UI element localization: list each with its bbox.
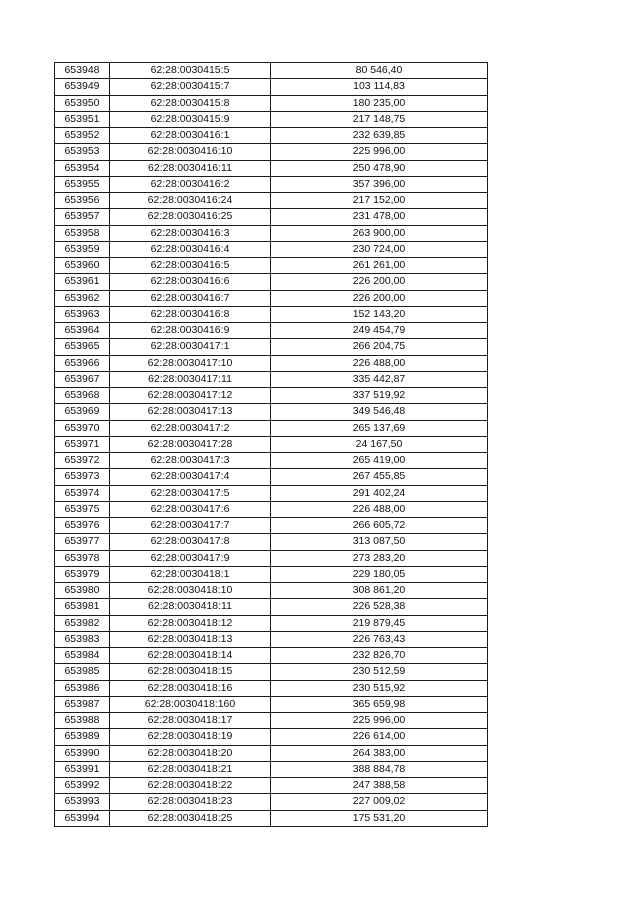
table-row (55, 95, 488, 111)
value-cell: 217 152,00 (271, 193, 488, 209)
table-row (55, 648, 488, 664)
value-cell: 226 200,00 (271, 274, 488, 290)
cadastral-number-cell: 62:28:0030417:2 (110, 420, 271, 436)
data-table (54, 62, 488, 827)
cadastral-number-cell: 62:28:0030416:1 (110, 128, 271, 144)
cadastral-number-cell: 62:28:0030418:19 (110, 729, 271, 745)
row-number-cell: 653971 (55, 436, 110, 452)
cadastral-number-cell: 62:28:0030418:20 (110, 745, 271, 761)
cadastral-number-cell: 62:28:0030417:4 (110, 469, 271, 485)
cadastral-number-cell: 62:28:0030418:22 (110, 778, 271, 794)
value-cell: 250 478,90 (271, 160, 488, 176)
row-number-cell: 653963 (55, 306, 110, 322)
value-cell: 231 478,00 (271, 209, 488, 225)
value-cell: 232 826,70 (271, 648, 488, 664)
cadastral-number-cell: 62:28:0030415:9 (110, 111, 271, 127)
cadastral-number-cell: 62:28:0030416:8 (110, 306, 271, 322)
table-row (55, 778, 488, 794)
cadastral-number-cell: 62:28:0030416:24 (110, 193, 271, 209)
cadastral-number-cell: 62:28:0030416:11 (110, 160, 271, 176)
value-cell: 266 204,75 (271, 339, 488, 355)
cadastral-number-cell: 62:28:0030417:8 (110, 534, 271, 550)
value-cell: 264 383,00 (271, 745, 488, 761)
value-cell: 313 087,50 (271, 534, 488, 550)
row-number-cell: 653958 (55, 225, 110, 241)
table-row (55, 371, 488, 387)
row-number-cell: 653961 (55, 274, 110, 290)
row-number-cell: 653988 (55, 713, 110, 729)
table-row (55, 810, 488, 826)
value-cell: 263 900,00 (271, 225, 488, 241)
cadastral-number-cell: 62:28:0030417:9 (110, 550, 271, 566)
row-number-cell: 653975 (55, 501, 110, 517)
table-row (55, 696, 488, 712)
cadastral-number-cell: 62:28:0030416:6 (110, 274, 271, 290)
row-number-cell: 653984 (55, 648, 110, 664)
row-number-cell: 653957 (55, 209, 110, 225)
row-number-cell: 653970 (55, 420, 110, 436)
table-row (55, 436, 488, 452)
value-cell: 227 009,02 (271, 794, 488, 810)
row-number-cell: 653985 (55, 664, 110, 680)
table-row (55, 193, 488, 209)
row-number-cell: 653977 (55, 534, 110, 550)
table-row (55, 485, 488, 501)
row-number-cell: 653993 (55, 794, 110, 810)
table-row (55, 713, 488, 729)
table-row (55, 631, 488, 647)
row-number-cell: 653956 (55, 193, 110, 209)
cadastral-number-cell: 62:28:0030417:6 (110, 501, 271, 517)
value-cell: 217 148,75 (271, 111, 488, 127)
value-cell: 247 388,58 (271, 778, 488, 794)
table-row (55, 241, 488, 257)
row-number-cell: 653950 (55, 95, 110, 111)
table-row (55, 388, 488, 404)
table-row (55, 176, 488, 192)
row-number-cell: 653992 (55, 778, 110, 794)
row-number-cell: 653960 (55, 258, 110, 274)
table-row (55, 453, 488, 469)
value-cell: 226 488,00 (271, 355, 488, 371)
value-cell: 265 137,69 (271, 420, 488, 436)
row-number-cell: 653989 (55, 729, 110, 745)
row-number-cell: 653973 (55, 469, 110, 485)
table-row (55, 404, 488, 420)
table-row (55, 323, 488, 339)
row-number-cell: 653966 (55, 355, 110, 371)
row-number-cell: 653987 (55, 696, 110, 712)
row-number-cell: 653969 (55, 404, 110, 420)
table-row (55, 306, 488, 322)
cadastral-number-cell: 62:28:0030418:12 (110, 615, 271, 631)
value-cell: 229 180,05 (271, 566, 488, 582)
table-row (55, 534, 488, 550)
row-number-cell: 653986 (55, 680, 110, 696)
table-row (55, 144, 488, 160)
value-cell: 219 879,45 (271, 615, 488, 631)
cadastral-number-cell: 62:28:0030416:10 (110, 144, 271, 160)
row-number-cell: 653974 (55, 485, 110, 501)
cadastral-number-cell: 62:28:0030416:4 (110, 241, 271, 257)
table-row (55, 469, 488, 485)
value-cell: 337 519,92 (271, 388, 488, 404)
row-number-cell: 653983 (55, 631, 110, 647)
table-body (55, 63, 488, 827)
value-cell: 249 454,79 (271, 323, 488, 339)
cadastral-number-cell: 62:28:0030415:7 (110, 79, 271, 95)
cadastral-number-cell: 62:28:0030417:11 (110, 371, 271, 387)
value-cell: 265 419,00 (271, 453, 488, 469)
table-row (55, 583, 488, 599)
table-row (55, 729, 488, 745)
row-number-cell: 653976 (55, 518, 110, 534)
cadastral-number-cell: 62:28:0030418:15 (110, 664, 271, 680)
value-cell: 230 515,92 (271, 680, 488, 696)
value-cell: 335 442,87 (271, 371, 488, 387)
table-row (55, 518, 488, 534)
row-number-cell: 653952 (55, 128, 110, 144)
value-cell: 291 402,24 (271, 485, 488, 501)
value-cell: 226 528,38 (271, 599, 488, 615)
cadastral-number-cell: 62:28:0030416:5 (110, 258, 271, 274)
table-row (55, 111, 488, 127)
cadastral-number-cell: 62:28:0030416:3 (110, 225, 271, 241)
cadastral-number-cell: 62:28:0030415:8 (110, 95, 271, 111)
cadastral-number-cell: 62:28:0030416:9 (110, 323, 271, 339)
row-number-cell: 653962 (55, 290, 110, 306)
table-row (55, 128, 488, 144)
table-row (55, 355, 488, 371)
table-row (55, 566, 488, 582)
value-cell: 24 167,50 (271, 436, 488, 452)
row-number-cell: 653994 (55, 810, 110, 826)
table-row (55, 664, 488, 680)
row-number-cell: 653951 (55, 111, 110, 127)
value-cell: 226 614,00 (271, 729, 488, 745)
cadastral-number-cell: 62:28:0030417:28 (110, 436, 271, 452)
table-row (55, 599, 488, 615)
value-cell: 180 235,00 (271, 95, 488, 111)
cadastral-number-cell: 62:28:0030416:25 (110, 209, 271, 225)
cadastral-number-cell: 62:28:0030418:25 (110, 810, 271, 826)
table-row (55, 274, 488, 290)
row-number-cell: 653990 (55, 745, 110, 761)
cadastral-number-cell: 62:28:0030417:13 (110, 404, 271, 420)
cadastral-number-cell: 62:28:0030417:3 (110, 453, 271, 469)
cadastral-number-cell: 62:28:0030418:13 (110, 631, 271, 647)
value-cell: 80 546,40 (271, 63, 488, 79)
row-number-cell: 653980 (55, 583, 110, 599)
table-row (55, 615, 488, 631)
row-number-cell: 653955 (55, 176, 110, 192)
row-number-cell: 653979 (55, 566, 110, 582)
value-cell: 226 763,43 (271, 631, 488, 647)
row-number-cell: 653965 (55, 339, 110, 355)
cadastral-number-cell: 62:28:0030416:7 (110, 290, 271, 306)
value-cell: 103 114,83 (271, 79, 488, 95)
table-row (55, 258, 488, 274)
cadastral-number-cell: 62:28:0030416:2 (110, 176, 271, 192)
cadastral-number-cell: 62:28:0030418:14 (110, 648, 271, 664)
value-cell: 349 546,48 (271, 404, 488, 420)
table-row (55, 501, 488, 517)
value-cell: 226 488,00 (271, 501, 488, 517)
cadastral-number-cell: 62:28:0030417:5 (110, 485, 271, 501)
cadastral-number-cell: 62:28:0030417:12 (110, 388, 271, 404)
value-cell: 225 996,00 (271, 713, 488, 729)
cadastral-number-cell: 62:28:0030415:5 (110, 63, 271, 79)
table-row (55, 794, 488, 810)
table-row (55, 79, 488, 95)
cadastral-number-cell: 62:28:0030417:7 (110, 518, 271, 534)
table-row (55, 160, 488, 176)
row-number-cell: 653981 (55, 599, 110, 615)
value-cell: 152 143,20 (271, 306, 488, 322)
table-row (55, 745, 488, 761)
value-cell: 273 283,20 (271, 550, 488, 566)
value-cell: 388 884,78 (271, 761, 488, 777)
cadastral-number-cell: 62:28:0030417:10 (110, 355, 271, 371)
value-cell: 230 512,59 (271, 664, 488, 680)
table-row (55, 420, 488, 436)
value-cell: 232 639,85 (271, 128, 488, 144)
row-number-cell: 653978 (55, 550, 110, 566)
cadastral-number-cell: 62:28:0030418:11 (110, 599, 271, 615)
value-cell: 261 261,00 (271, 258, 488, 274)
row-number-cell: 653982 (55, 615, 110, 631)
value-cell: 308 861,20 (271, 583, 488, 599)
row-number-cell: 653964 (55, 323, 110, 339)
row-number-cell: 653967 (55, 371, 110, 387)
value-cell: 365 659,98 (271, 696, 488, 712)
cadastral-number-cell: 62:28:0030418:1 (110, 566, 271, 582)
row-number-cell: 653972 (55, 453, 110, 469)
value-cell: 267 455,85 (271, 469, 488, 485)
row-number-cell: 653968 (55, 388, 110, 404)
cadastral-number-cell: 62:28:0030418:16 (110, 680, 271, 696)
table-row (55, 290, 488, 306)
cadastral-number-cell: 62:28:0030418:160 (110, 696, 271, 712)
cadastral-number-cell: 62:28:0030418:10 (110, 583, 271, 599)
cadastral-number-cell: 62:28:0030417:1 (110, 339, 271, 355)
table-row (55, 550, 488, 566)
row-number-cell: 653953 (55, 144, 110, 160)
table-row (55, 761, 488, 777)
value-cell: 225 996,00 (271, 144, 488, 160)
row-number-cell: 653954 (55, 160, 110, 176)
table-row (55, 680, 488, 696)
row-number-cell: 653949 (55, 79, 110, 95)
table-row (55, 63, 488, 79)
table-row (55, 209, 488, 225)
cadastral-number-cell: 62:28:0030418:17 (110, 713, 271, 729)
value-cell: 226 200,00 (271, 290, 488, 306)
cadastral-number-cell: 62:28:0030418:23 (110, 794, 271, 810)
value-cell: 266 605,72 (271, 518, 488, 534)
row-number-cell: 653991 (55, 761, 110, 777)
row-number-cell: 653959 (55, 241, 110, 257)
value-cell: 357 396,00 (271, 176, 488, 192)
row-number-cell: 653948 (55, 63, 110, 79)
cadastral-number-cell: 62:28:0030418:21 (110, 761, 271, 777)
table-row (55, 339, 488, 355)
value-cell: 175 531,20 (271, 810, 488, 826)
value-cell: 230 724,00 (271, 241, 488, 257)
table-row (55, 225, 488, 241)
